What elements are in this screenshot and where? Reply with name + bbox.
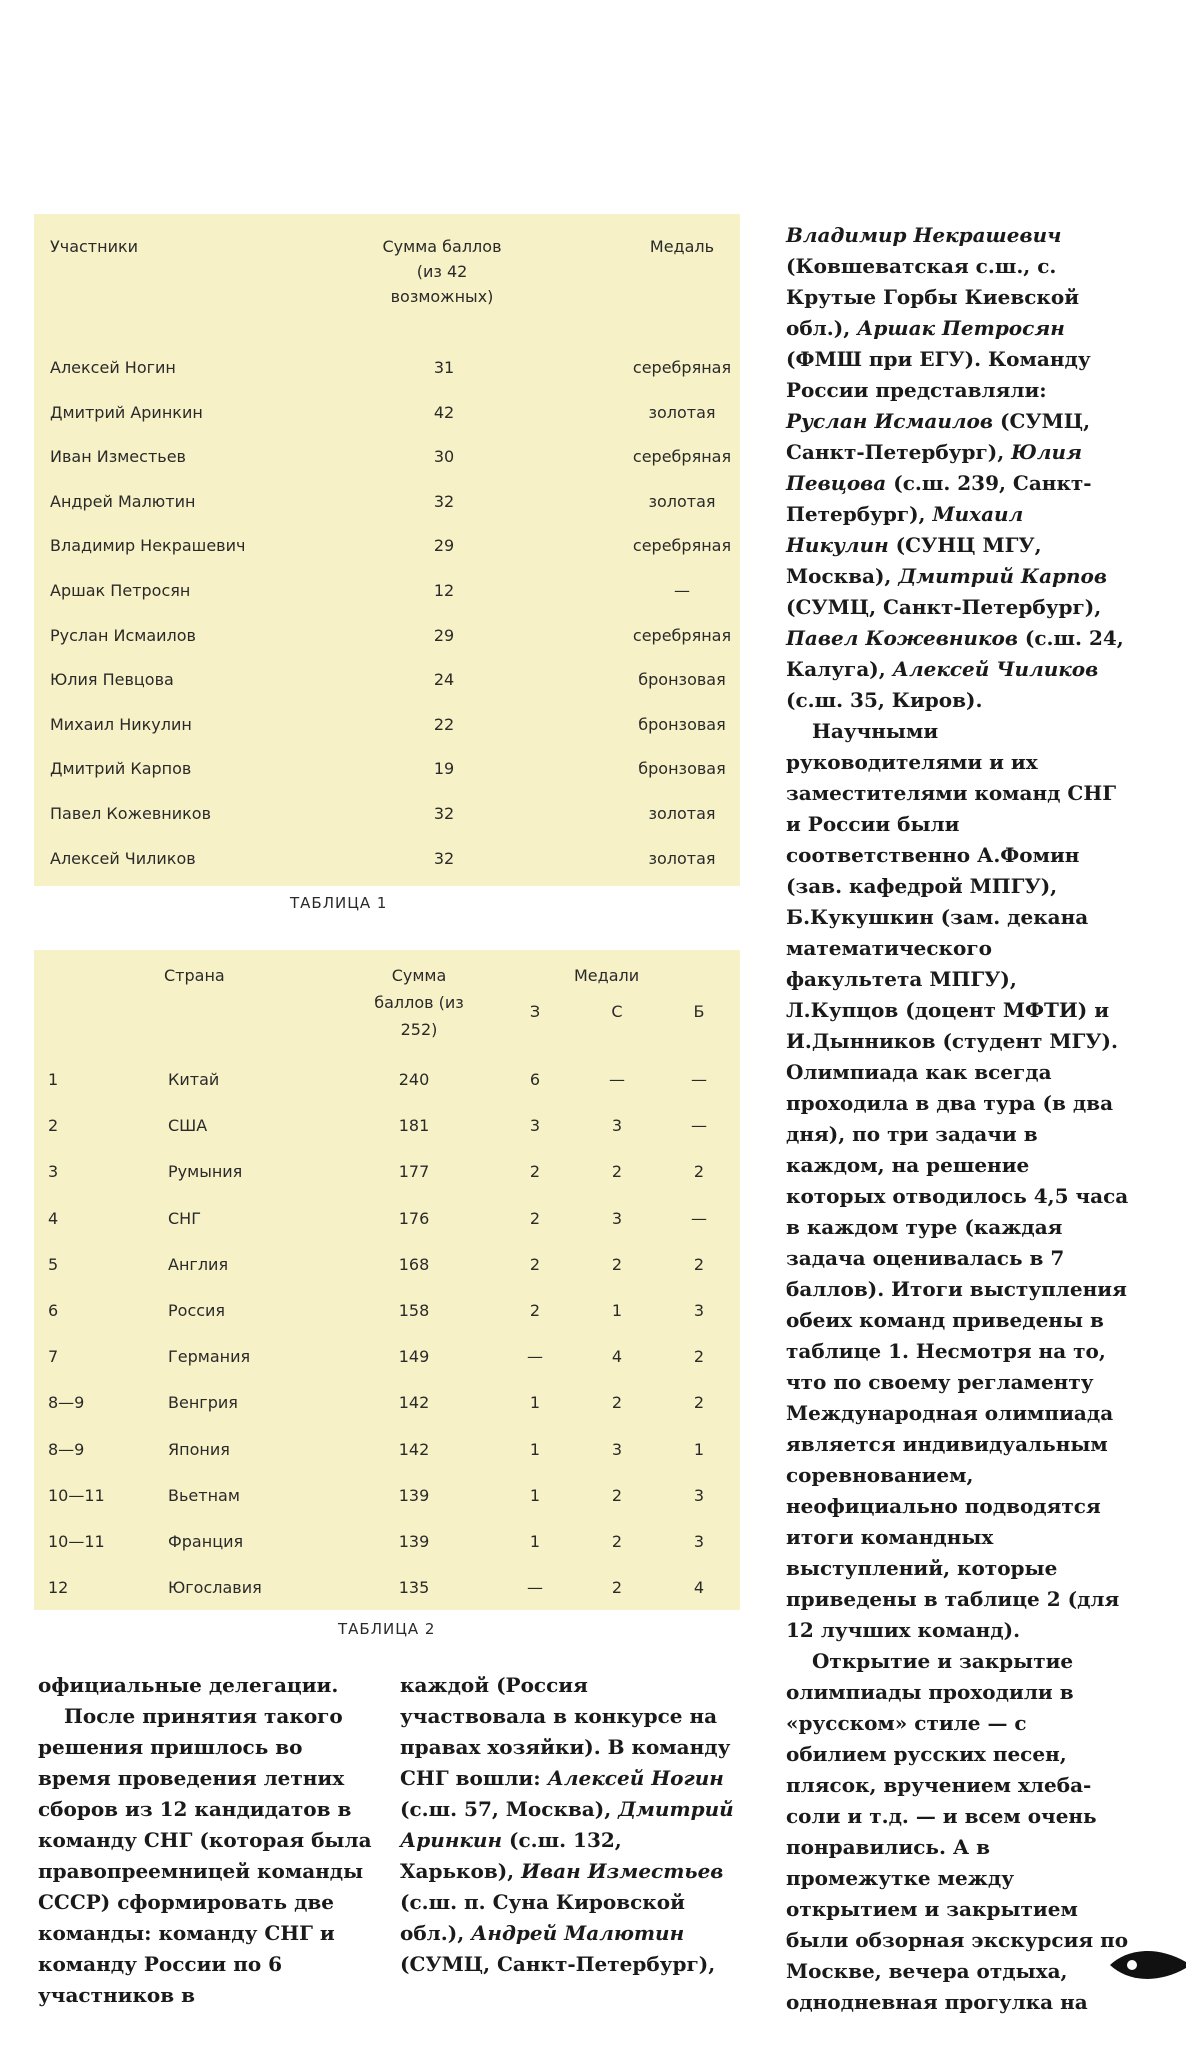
participant-score: 22 xyxy=(433,714,455,734)
table-2 xyxy=(34,950,740,1610)
team-score: 139 xyxy=(398,1485,430,1505)
team-silver: 2 xyxy=(611,1254,623,1274)
table-row xyxy=(34,1383,740,1429)
participant-name: Аршак Петросян xyxy=(50,580,191,600)
participant-medal: серебряная xyxy=(632,536,732,556)
table-row xyxy=(34,1430,740,1476)
team-silver: 2 xyxy=(611,1162,623,1182)
text-run: (Ковшеватская с.ш., с. Крутые Горбы Киевской обл.), xyxy=(786,254,1080,340)
participant-name: Руслан Исмаилов xyxy=(50,625,196,645)
paragraph xyxy=(400,1670,740,1980)
team-country: Югославия xyxy=(168,1578,262,1598)
table2-caption: ТАБЛИЦА 2 xyxy=(338,1620,436,1638)
table-row xyxy=(34,480,740,525)
team-country: Китай xyxy=(168,1070,220,1089)
table-row xyxy=(34,1199,740,1245)
table-row xyxy=(34,391,740,436)
team-score: 181 xyxy=(398,1116,430,1136)
paragraph: После принятия такого решения пришлось во время проведения летних сборов из 12 кандидатов в команду СНГ (которая была правопреемницей команды СССР) сформировать две команды: команду СНГ и команду России по 6 участников в xyxy=(38,1704,372,2007)
person-name: Дмитрий Аринкин xyxy=(400,1797,734,1852)
team-score: 142 xyxy=(398,1439,430,1459)
team-silver: 4 xyxy=(611,1347,623,1367)
team-silver: 2 xyxy=(611,1531,623,1551)
right-text-column xyxy=(786,220,1132,2018)
team-place: 7 xyxy=(48,1347,59,1367)
team-score: 149 xyxy=(398,1347,430,1367)
participant-score: 32 xyxy=(433,491,455,511)
participant-medal: золотая xyxy=(648,402,716,422)
participant-medal: бронзовая xyxy=(638,670,726,690)
team-bronze: — xyxy=(691,1116,707,1136)
team-bronze: 2 xyxy=(693,1393,705,1413)
text-run: (СУМЦ, Санкт-Петербург), xyxy=(400,1952,716,1976)
participant-score: 32 xyxy=(433,803,455,823)
team-gold: — xyxy=(527,1578,543,1598)
participant-name: Алексей Ногин xyxy=(50,358,176,377)
team-silver: 2 xyxy=(611,1393,623,1413)
team-bronze: — xyxy=(691,1070,707,1089)
participant-name: Юлия Певцова xyxy=(50,670,174,690)
paragraph xyxy=(786,220,1132,716)
team-bronze: 1 xyxy=(693,1439,705,1459)
team-country: Англия xyxy=(168,1254,229,1274)
participant-medal: бронзовая xyxy=(638,759,726,779)
participant-medal: бронзовая xyxy=(638,714,726,734)
participant-name: Алексей Чиликов xyxy=(50,848,196,868)
text-run: (с.ш. 24, Калуга), xyxy=(786,626,1124,681)
participant-medal: серебряная xyxy=(632,358,732,377)
participant-medal: золотая xyxy=(648,848,716,868)
team-bronze: 3 xyxy=(693,1531,705,1551)
team-score: 135 xyxy=(398,1578,430,1598)
team-gold: 6 xyxy=(529,1070,541,1089)
table1-header-participants: Участники xyxy=(50,237,139,256)
table2-header-medals: Медали xyxy=(574,966,640,985)
table-row xyxy=(34,614,740,659)
team-score: 158 xyxy=(398,1300,430,1320)
team-score: 168 xyxy=(398,1254,430,1274)
table-row xyxy=(34,1152,740,1198)
team-place: 4 xyxy=(48,1208,59,1228)
person-name: Андрей Малютин xyxy=(471,1921,685,1945)
text-run: (СУМЦ, Санкт-Петербург), xyxy=(786,595,1102,619)
bottom-text-column-2 xyxy=(400,1670,740,1980)
text-run: (с.ш. 57, Москва), xyxy=(400,1797,619,1821)
team-bronze: 2 xyxy=(693,1162,705,1182)
table-row xyxy=(34,524,740,569)
team-gold: 1 xyxy=(529,1439,541,1459)
participant-medal: серебряная xyxy=(632,447,732,467)
participant-score: 19 xyxy=(433,759,455,779)
participant-medal: серебряная xyxy=(632,625,732,645)
participant-medal: — xyxy=(674,580,690,600)
team-silver: 3 xyxy=(611,1439,623,1459)
participant-name: Павел Кожевников xyxy=(50,803,211,823)
paragraph: Открытие и закрытие олимпиады проходили в «русском» стиле — с обилием русских песен, плясок, вручением хлеба-соли и т.д. — и всем очень понравились. А в промежутке между открытием и закрытием были обзорная экскурсия по Москве, вечера отдыха, однодневная прогулка на xyxy=(786,1649,1129,2014)
participant-name: Иван Изместьев xyxy=(50,447,186,467)
text-run: (с.ш. 132, Харьков), xyxy=(400,1828,622,1883)
team-gold: 2 xyxy=(529,1300,541,1320)
team-place: 3 xyxy=(48,1162,59,1182)
text-run: (СУНЦ МГУ, Москва), xyxy=(786,533,1042,588)
team-silver: 1 xyxy=(611,1300,623,1320)
table-row xyxy=(34,703,740,748)
team-gold: — xyxy=(527,1347,543,1367)
team-bronze: — xyxy=(691,1208,707,1228)
table-row xyxy=(34,747,740,792)
team-score: 139 xyxy=(398,1531,430,1551)
team-country: Франция xyxy=(168,1531,244,1551)
participant-score: 29 xyxy=(433,536,455,556)
team-place: 6 xyxy=(48,1300,59,1320)
table2-header-gold: З xyxy=(529,1002,541,1021)
person-name: Юлия Певцова xyxy=(786,440,1082,495)
team-place: 2 xyxy=(48,1116,59,1136)
text-run: (с.ш. 35, Киров). xyxy=(786,688,983,712)
team-place: 1 xyxy=(48,1070,59,1089)
participant-score: 29 xyxy=(433,625,455,645)
team-score: 176 xyxy=(398,1208,430,1228)
table2-header-silver: С xyxy=(611,1002,623,1021)
team-score: 240 xyxy=(398,1070,430,1089)
team-silver: 2 xyxy=(611,1485,623,1505)
table-row xyxy=(34,435,740,480)
team-gold: 2 xyxy=(529,1254,541,1274)
team-bronze: 3 xyxy=(693,1485,705,1505)
team-country: Россия xyxy=(168,1300,226,1320)
text-run: (СУМЦ, Санкт-Петербург), xyxy=(786,409,1091,464)
team-silver: 2 xyxy=(611,1578,623,1598)
continue-arrow-icon xyxy=(1108,1940,1188,1990)
bottom-text-column-1 xyxy=(38,1670,378,2011)
team-place: 5 xyxy=(48,1254,59,1274)
person-name: Алексей Чиликов xyxy=(892,657,1099,681)
participant-score: 31 xyxy=(433,358,455,377)
table2-header-score: Сумма баллов (из 252) xyxy=(374,966,464,1039)
table1-caption: ТАБЛИЦА 1 xyxy=(290,894,388,912)
table-row xyxy=(34,658,740,703)
team-silver: 3 xyxy=(611,1208,623,1228)
participant-score: 12 xyxy=(433,580,455,600)
team-gold: 1 xyxy=(529,1485,541,1505)
table1-body xyxy=(34,346,740,881)
table2-header-bronze: Б xyxy=(693,1002,705,1021)
team-country: Румыния xyxy=(168,1162,243,1182)
team-country: Венгрия xyxy=(168,1393,238,1413)
person-name: Михаил Никулин xyxy=(786,502,1024,557)
team-gold: 3 xyxy=(529,1116,541,1136)
team-gold: 1 xyxy=(529,1531,541,1551)
participant-score: 42 xyxy=(433,402,455,422)
team-place: 10—11 xyxy=(48,1531,105,1551)
team-bronze: 4 xyxy=(693,1578,705,1598)
team-place: 12 xyxy=(48,1578,69,1598)
team-bronze: 2 xyxy=(693,1347,705,1367)
text-run: (с.ш. п. Суна Кировской обл.), xyxy=(400,1890,685,1945)
participant-name: Дмитрий Аринкин xyxy=(50,402,203,422)
table-1 xyxy=(34,214,740,886)
person-name: Аршак Петросян xyxy=(857,316,1065,340)
team-bronze: 3 xyxy=(693,1300,705,1320)
text-run: (ФМШ при ЕГУ). Команду России представляли: xyxy=(786,347,1091,402)
text-run: (с.ш. 239, Санкт-Петербург), xyxy=(786,471,1092,526)
participant-medal: золотая xyxy=(648,491,716,511)
team-bronze: 2 xyxy=(693,1254,705,1274)
team-score: 142 xyxy=(398,1393,430,1413)
table-row xyxy=(34,1337,740,1383)
team-country: Германия xyxy=(168,1347,251,1367)
team-place: 8—9 xyxy=(48,1439,85,1459)
person-name: Владимир Некрашевич xyxy=(786,223,1062,247)
text-run: каждой (Россия участвовала в конкурсе на правах хозяйки). В команду СНГ вошли: xyxy=(400,1673,731,1790)
participant-medal: золотая xyxy=(648,803,716,823)
table1-header-score: Сумма баллов (из 42 возможных) xyxy=(382,237,502,306)
participant-name: Андрей Малютин xyxy=(50,491,196,511)
table2-body xyxy=(34,1060,740,1614)
participant-name: Дмитрий Карпов xyxy=(50,759,192,779)
person-name: Иван Изместьев xyxy=(521,1859,724,1883)
table-row xyxy=(34,1291,740,1337)
table1-header-medal: Медаль xyxy=(649,237,715,256)
team-silver: 3 xyxy=(611,1116,623,1136)
table-row xyxy=(34,1106,740,1152)
table-row xyxy=(34,792,740,837)
table-row xyxy=(34,569,740,614)
team-place: 10—11 xyxy=(48,1485,105,1505)
team-country: США xyxy=(168,1116,208,1136)
table2-header-country: Страна xyxy=(164,966,225,985)
person-name: Руслан Исмаилов xyxy=(786,409,994,433)
participant-score: 30 xyxy=(433,447,455,467)
participant-name: Михаил Никулин xyxy=(50,714,192,734)
person-name: Алексей Ногин xyxy=(547,1766,724,1790)
participant-score: 32 xyxy=(433,848,455,868)
team-country: СНГ xyxy=(168,1208,201,1228)
team-gold: 2 xyxy=(529,1162,541,1182)
team-country: Япония xyxy=(168,1439,230,1459)
table-row xyxy=(34,1522,740,1568)
table-row xyxy=(34,837,740,882)
team-score: 177 xyxy=(398,1162,430,1182)
team-place: 8—9 xyxy=(48,1393,85,1413)
person-name: Павел Кожевников xyxy=(786,626,1018,650)
team-silver: — xyxy=(609,1070,625,1089)
team-gold: 2 xyxy=(529,1208,541,1228)
paragraph: Научными руководителями и их заместителями команд СНГ и России были соответственно А.Фомин (зав. кафедрой МПГУ), Б.Кукушкин (зам. декана математического факультета МПГУ), Л.Купцов (доцент МФТИ) и И.Дынников (студент МГУ). Олимпиада как всегда проходила в два тура (в два дня), по три задачи в каждом, на решение которых отводилось 4,5 часа в каждом туре (каждая задача оценивалась в 7 баллов). Итоги выступления обеих команд приведены в таблице 1. Несмотря на то, что по своему регламенту Международная олимпиада является индивидуальным соревнованием, неофициально подводятся итоги командных выступлений, которые приведены в таблице 2 (для 12 лучших команд). xyxy=(786,719,1129,1642)
paragraph: официальные делегации. xyxy=(38,1673,339,1697)
person-name: Дмитрий Карпов xyxy=(898,564,1108,588)
table-row xyxy=(34,346,740,391)
table-row xyxy=(34,1476,740,1522)
team-country: Вьетнам xyxy=(168,1485,240,1505)
participant-name: Владимир Некрашевич xyxy=(50,536,246,556)
participant-score: 24 xyxy=(433,670,455,690)
team-gold: 1 xyxy=(529,1393,541,1413)
table-row xyxy=(34,1568,740,1614)
table-row xyxy=(34,1060,740,1106)
table-row xyxy=(34,1245,740,1291)
